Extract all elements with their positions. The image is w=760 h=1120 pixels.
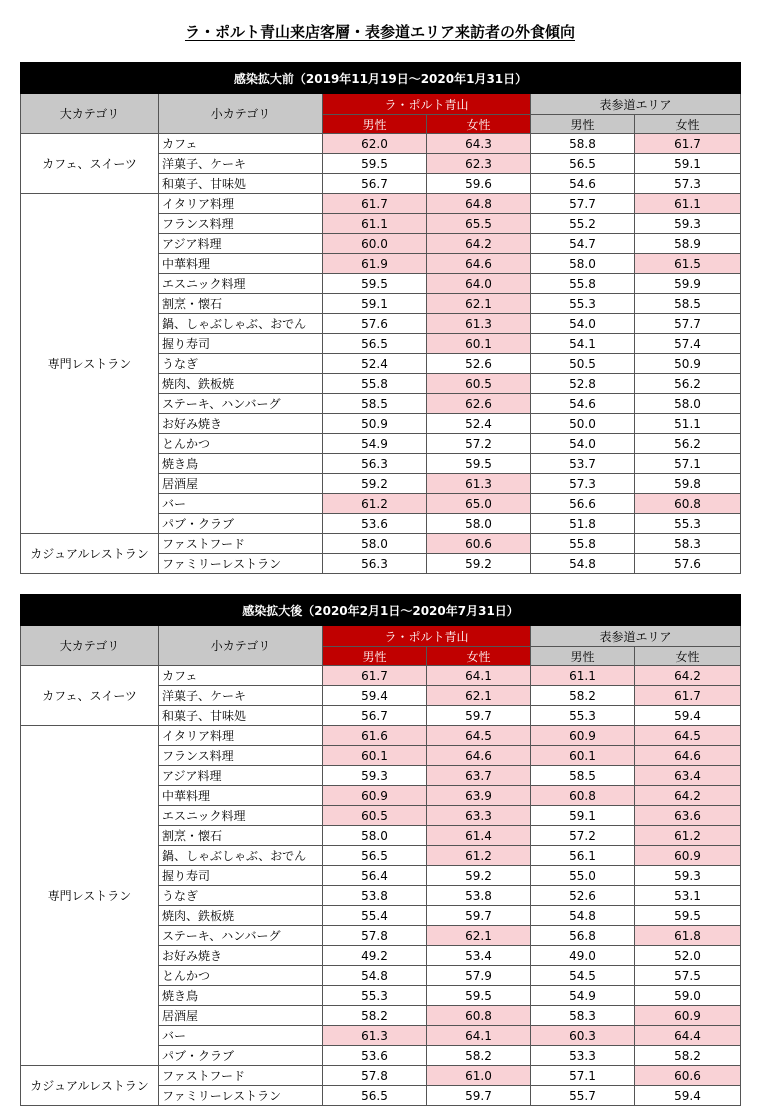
data-table [20,594,741,1106]
area-female-value: 63.6 [635,806,741,826]
major-category-cell: カフェ、スイーツ [21,134,159,194]
subcategory-cell: 和菓子、甘味処 [159,174,323,194]
store-male-value: 56.7 [323,706,427,726]
subcategory-cell: イタリア料理 [159,726,323,746]
table-title-row [21,63,741,94]
area-male-value: 52.6 [531,886,635,906]
area-male-value: 57.7 [531,194,635,214]
store-female-value: 62.1 [427,294,531,314]
store-female-value: 64.1 [427,666,531,686]
header-omotesando-area: 表参道エリア [531,94,741,115]
store-female-value: 57.2 [427,434,531,454]
subcategory-cell: 居酒屋 [159,474,323,494]
area-male-value: 56.8 [531,926,635,946]
major-category-cell: カフェ、スイーツ [21,666,159,726]
subcategory-cell: 割烹・懐石 [159,294,323,314]
area-female-value: 56.2 [635,434,741,454]
store-female-value: 60.8 [427,1006,531,1026]
store-female-value: 59.2 [427,866,531,886]
store-female-value: 53.8 [427,886,531,906]
store-male-value: 59.3 [323,766,427,786]
subcategory-cell: パブ・クラブ [159,1046,323,1066]
area-female-value: 60.9 [635,1006,741,1026]
subcategory-cell: 割烹・懐石 [159,826,323,846]
subcategory-cell: ファストフード [159,534,323,554]
header-store-female: 女性 [427,647,531,666]
page-title-text: ラ・ポルト青山来店客層・表参道エリア来訪者の外食傾向 [184,23,575,41]
area-male-value: 54.6 [531,394,635,414]
area-female-value: 60.8 [635,494,741,514]
area-female-value: 57.5 [635,966,741,986]
area-female-value: 53.1 [635,886,741,906]
area-female-value: 64.2 [635,786,741,806]
store-male-value: 59.5 [323,154,427,174]
area-female-value: 63.4 [635,766,741,786]
header-la-porte-aoyama: ラ・ポルト青山 [323,94,531,115]
area-male-value: 58.2 [531,686,635,706]
table-before-section [20,62,740,574]
store-male-value: 57.8 [323,926,427,946]
header-area-female: 女性 [635,115,741,134]
subcategory-cell: フランス料理 [159,214,323,234]
area-female-value: 59.0 [635,986,741,1006]
area-female-value: 57.4 [635,334,741,354]
store-female-value: 59.7 [427,1086,531,1106]
store-female-value: 61.4 [427,826,531,846]
area-male-value: 58.0 [531,254,635,274]
area-female-value: 60.6 [635,1066,741,1086]
area-female-value: 59.9 [635,274,741,294]
header-major-category: 大カテゴリ [21,626,159,666]
store-male-value: 60.1 [323,746,427,766]
store-female-value: 64.6 [427,746,531,766]
major-category-cell: 専門レストラン [21,726,159,1066]
area-female-value: 60.9 [635,846,741,866]
area-female-value: 61.2 [635,826,741,846]
area-male-value: 58.5 [531,766,635,786]
subcategory-cell: うなぎ [159,354,323,374]
subcategory-cell: エスニック料理 [159,806,323,826]
store-male-value: 59.4 [323,686,427,706]
area-male-value: 54.0 [531,434,635,454]
store-female-value: 58.2 [427,1046,531,1066]
store-male-value: 52.4 [323,354,427,374]
area-female-value: 59.5 [635,906,741,926]
store-female-value: 64.1 [427,1026,531,1046]
store-male-value: 57.8 [323,1066,427,1086]
subcategory-cell: うなぎ [159,886,323,906]
area-male-value: 55.3 [531,706,635,726]
area-female-value: 51.1 [635,414,741,434]
subcategory-cell: 居酒屋 [159,1006,323,1026]
area-female-value: 58.2 [635,1046,741,1066]
store-female-value: 61.0 [427,1066,531,1086]
store-female-value: 61.2 [427,846,531,866]
table-title: 感染拡大後（2020年2月1日〜2020年7月31日） [21,595,741,626]
area-male-value: 53.7 [531,454,635,474]
store-female-value: 60.6 [427,534,531,554]
store-male-value: 58.0 [323,826,427,846]
subcategory-cell: 洋菓子、ケーキ [159,154,323,174]
area-male-value: 54.6 [531,174,635,194]
subcategory-cell: お好み焼き [159,414,323,434]
area-female-value: 58.9 [635,234,741,254]
area-female-value: 61.7 [635,134,741,154]
store-male-value: 56.7 [323,174,427,194]
area-female-value: 58.3 [635,534,741,554]
area-male-value: 52.8 [531,374,635,394]
store-male-value: 61.9 [323,254,427,274]
area-male-value: 54.5 [531,966,635,986]
store-male-value: 61.2 [323,494,427,514]
store-male-value: 49.2 [323,946,427,966]
area-male-value: 51.8 [531,514,635,534]
store-male-value: 54.9 [323,434,427,454]
subcategory-cell: カフェ [159,666,323,686]
data-table [20,62,741,574]
store-female-value: 64.6 [427,254,531,274]
store-female-value: 57.9 [427,966,531,986]
area-female-value: 58.0 [635,394,741,414]
area-male-value: 50.5 [531,354,635,374]
store-male-value: 58.0 [323,534,427,554]
header-major-category: 大カテゴリ [21,94,159,134]
header-minor-category: 小カテゴリ [159,626,323,666]
store-female-value: 61.3 [427,314,531,334]
subcategory-cell: 焼肉、鉄板焼 [159,374,323,394]
table-row [21,534,741,554]
store-female-value: 52.4 [427,414,531,434]
subcategory-cell: 中華料理 [159,786,323,806]
area-female-value: 59.1 [635,154,741,174]
store-female-value: 59.5 [427,986,531,1006]
subcategory-cell: ステーキ、ハンバーグ [159,394,323,414]
store-male-value: 55.4 [323,906,427,926]
store-male-value: 55.8 [323,374,427,394]
area-female-value: 57.1 [635,454,741,474]
store-male-value: 59.5 [323,274,427,294]
table-row [21,134,741,154]
store-female-value: 59.7 [427,706,531,726]
store-female-value: 62.6 [427,394,531,414]
store-male-value: 53.8 [323,886,427,906]
area-female-value: 64.2 [635,666,741,686]
area-male-value: 58.3 [531,1006,635,1026]
store-male-value: 61.7 [323,666,427,686]
store-male-value: 57.6 [323,314,427,334]
store-male-value: 61.3 [323,1026,427,1046]
area-female-value: 64.6 [635,746,741,766]
area-female-value: 55.3 [635,514,741,534]
header-area-male: 男性 [531,647,635,666]
area-female-value: 59.3 [635,214,741,234]
subcategory-cell: ファストフード [159,1066,323,1086]
table-title-row [21,595,741,626]
header-row-groups [21,626,741,647]
store-male-value: 61.7 [323,194,427,214]
subcategory-cell: 握り寿司 [159,334,323,354]
area-female-value: 61.5 [635,254,741,274]
area-female-value: 58.5 [635,294,741,314]
area-female-value: 61.1 [635,194,741,214]
area-male-value: 56.5 [531,154,635,174]
store-male-value: 61.1 [323,214,427,234]
area-female-value: 50.9 [635,354,741,374]
area-female-value: 56.2 [635,374,741,394]
store-female-value: 65.0 [427,494,531,514]
header-omotesando-area: 表参道エリア [531,626,741,647]
subcategory-cell: 鍋、しゃぶしゃぶ、おでん [159,846,323,866]
store-female-value: 64.3 [427,134,531,154]
area-female-value: 59.4 [635,706,741,726]
subcategory-cell: 中華料理 [159,254,323,274]
major-category-cell: カジュアルレストラン [21,534,159,574]
page-title [0,20,760,44]
store-female-value: 64.2 [427,234,531,254]
subcategory-cell: 和菓子、甘味処 [159,706,323,726]
subcategory-cell: カフェ [159,134,323,154]
store-female-value: 64.5 [427,726,531,746]
header-store-female: 女性 [427,115,531,134]
area-female-value: 64.4 [635,1026,741,1046]
store-female-value: 65.5 [427,214,531,234]
area-female-value: 57.7 [635,314,741,334]
store-female-value: 64.0 [427,274,531,294]
store-male-value: 60.0 [323,234,427,254]
header-la-porte-aoyama: ラ・ポルト青山 [323,626,531,647]
area-male-value: 58.8 [531,134,635,154]
store-female-value: 62.3 [427,154,531,174]
area-male-value: 54.8 [531,554,635,574]
store-male-value: 56.4 [323,866,427,886]
subcategory-cell: バー [159,1026,323,1046]
area-male-value: 60.3 [531,1026,635,1046]
header-area-female: 女性 [635,647,741,666]
area-male-value: 54.9 [531,986,635,1006]
subcategory-cell: エスニック料理 [159,274,323,294]
subcategory-cell: ファミリーレストラン [159,554,323,574]
store-female-value: 52.6 [427,354,531,374]
store-male-value: 59.2 [323,474,427,494]
store-male-value: 56.5 [323,334,427,354]
subcategory-cell: アジア料理 [159,766,323,786]
area-male-value: 56.6 [531,494,635,514]
subcategory-cell: 洋菓子、ケーキ [159,686,323,706]
subcategory-cell: イタリア料理 [159,194,323,214]
subcategory-cell: 焼き鳥 [159,986,323,1006]
store-male-value: 53.6 [323,1046,427,1066]
store-female-value: 61.3 [427,474,531,494]
area-female-value: 59.3 [635,866,741,886]
store-male-value: 56.5 [323,846,427,866]
area-male-value: 56.1 [531,846,635,866]
area-male-value: 60.1 [531,746,635,766]
store-male-value: 56.3 [323,454,427,474]
area-female-value: 64.5 [635,726,741,746]
area-male-value: 55.7 [531,1086,635,1106]
store-male-value: 54.8 [323,966,427,986]
area-male-value: 54.0 [531,314,635,334]
area-male-value: 54.1 [531,334,635,354]
subcategory-cell: 鍋、しゃぶしゃぶ、おでん [159,314,323,334]
area-male-value: 60.8 [531,786,635,806]
store-female-value: 60.1 [427,334,531,354]
store-female-value: 60.5 [427,374,531,394]
store-male-value: 55.3 [323,986,427,1006]
area-female-value: 61.8 [635,926,741,946]
store-male-value: 56.3 [323,554,427,574]
table-title: 感染拡大前（2019年11月19日〜2020年1月31日） [21,63,741,94]
header-store-male: 男性 [323,115,427,134]
store-male-value: 61.6 [323,726,427,746]
subcategory-cell: アジア料理 [159,234,323,254]
area-male-value: 55.8 [531,534,635,554]
store-female-value: 59.7 [427,906,531,926]
store-male-value: 53.6 [323,514,427,534]
area-male-value: 55.8 [531,274,635,294]
table-row [21,1066,741,1086]
subcategory-cell: ファミリーレストラン [159,1086,323,1106]
header-minor-category: 小カテゴリ [159,94,323,134]
area-male-value: 55.0 [531,866,635,886]
subcategory-cell: ステーキ、ハンバーグ [159,926,323,946]
header-area-male: 男性 [531,115,635,134]
header-store-male: 男性 [323,647,427,666]
area-male-value: 57.3 [531,474,635,494]
area-female-value: 57.6 [635,554,741,574]
store-female-value: 64.8 [427,194,531,214]
table-after-section [20,594,740,1106]
subcategory-cell: フランス料理 [159,746,323,766]
subcategory-cell: とんかつ [159,966,323,986]
store-female-value: 62.1 [427,926,531,946]
header-row-groups [21,94,741,115]
store-female-value: 59.5 [427,454,531,474]
area-male-value: 59.1 [531,806,635,826]
store-male-value: 59.1 [323,294,427,314]
store-male-value: 60.5 [323,806,427,826]
store-female-value: 59.2 [427,554,531,574]
area-male-value: 54.7 [531,234,635,254]
store-male-value: 58.5 [323,394,427,414]
subcategory-cell: 握り寿司 [159,866,323,886]
area-female-value: 57.3 [635,174,741,194]
store-female-value: 53.4 [427,946,531,966]
subcategory-cell: お好み焼き [159,946,323,966]
store-female-value: 62.1 [427,686,531,706]
area-male-value: 53.3 [531,1046,635,1066]
table-row [21,726,741,746]
subcategory-cell: とんかつ [159,434,323,454]
major-category-cell: カジュアルレストラン [21,1066,159,1106]
store-female-value: 58.0 [427,514,531,534]
area-male-value: 60.9 [531,726,635,746]
area-male-value: 55.3 [531,294,635,314]
area-male-value: 61.1 [531,666,635,686]
area-female-value: 52.0 [635,946,741,966]
subcategory-cell: 焼肉、鉄板焼 [159,906,323,926]
subcategory-cell: パブ・クラブ [159,514,323,534]
area-female-value: 59.4 [635,1086,741,1106]
area-male-value: 57.1 [531,1066,635,1086]
subcategory-cell: バー [159,494,323,514]
store-male-value: 50.9 [323,414,427,434]
store-female-value: 63.3 [427,806,531,826]
store-female-value: 63.7 [427,766,531,786]
area-male-value: 54.8 [531,906,635,926]
area-female-value: 59.8 [635,474,741,494]
area-male-value: 55.2 [531,214,635,234]
store-male-value: 58.2 [323,1006,427,1026]
store-male-value: 60.9 [323,786,427,806]
store-female-value: 63.9 [427,786,531,806]
table-row [21,194,741,214]
area-male-value: 49.0 [531,946,635,966]
store-male-value: 62.0 [323,134,427,154]
area-male-value: 57.2 [531,826,635,846]
major-category-cell: 専門レストラン [21,194,159,534]
area-female-value: 61.7 [635,686,741,706]
table-row [21,666,741,686]
store-male-value: 56.5 [323,1086,427,1106]
store-female-value: 59.6 [427,174,531,194]
area-male-value: 50.0 [531,414,635,434]
subcategory-cell: 焼き鳥 [159,454,323,474]
